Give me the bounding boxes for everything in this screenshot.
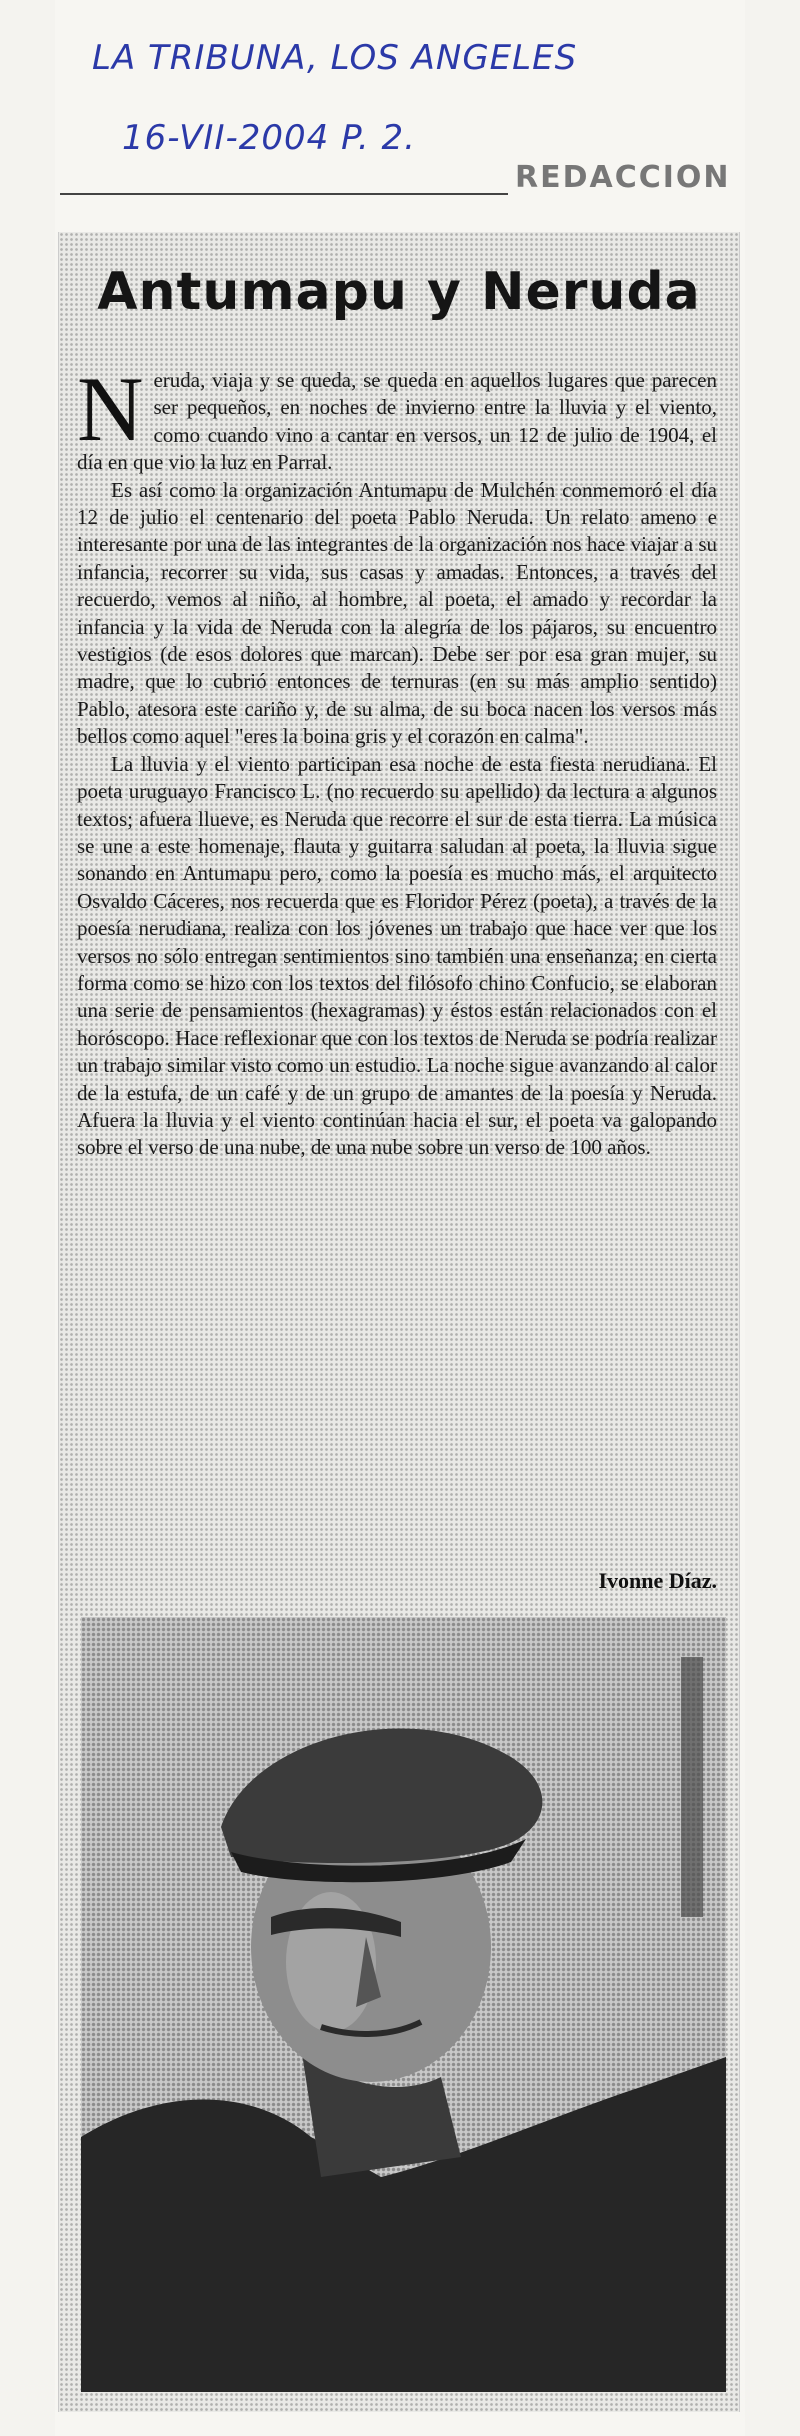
- article-title: Antumapu y Neruda: [97, 262, 701, 322]
- drop-cap: N: [77, 358, 144, 460]
- handwritten-date-note: 16-VII-2004 P. 2.: [122, 118, 416, 158]
- section-label: REDACCION: [515, 160, 731, 195]
- portrait-illustration: [81, 1617, 726, 2392]
- handwritten-source-note: LA TRIBUNA, LOS ANGELES: [92, 38, 578, 78]
- article-body: [77, 358, 717, 1162]
- paragraph-1-text: eruda, viaja y se queda, se queda en aquellos lugares que parecen ser pequeños, en noches de invierno entre la lluvia y el viento, como cuando vino a cantar en versos, un 12 de julio de 1904, el día en que vio la luz en Parral.: [77, 368, 717, 475]
- article-paragraph-2: Es así como la organización Antumapu de Mulchén conmemoró el día 12 de julio el centenario del poeta Pablo Neruda. Un relato ameno e interesante por una de las integrantes de la organización nos hace viajar a su infancia, recorrer su vida, sus casas y amadas. Entonces, a través del recuerdo, vemos al niño, al hombre, al poeta, el amado y recordar la infancia y la vida de Neruda con la alegría de los pájaros, su encuentro vestigios (de esos dolores que marcan). Debe ser por esa gran mujer, su madre, que lo cubrió entonces de ternuras (en su más amplio sentido) Pablo, atesora este cariño y, de su alma, de su boca nacen los versos más bellos como aquel "eres la boina gris y el corazón en calma".: [77, 477, 717, 749]
- article-byline: Ivonne Díaz.: [598, 1568, 717, 1593]
- header-rule: [60, 193, 508, 195]
- portrait-photo: [81, 1617, 726, 2392]
- article-paragraph-1: [77, 358, 717, 477]
- article-clipping: [58, 232, 740, 2412]
- article-paragraph-3: La lluvia y el viento participan esa noche de esta fiesta nerudiana. El poeta uruguayo Francisco L. (no recuerdo su apellido) da lectura a algunos textos; afuera llueve, es Neruda que recorre el sur de esta tierra. La música se une a este homenaje, flauta y guitarra saludan al poeta, la lluvia sigue sonando en Antumapu pero, como la poesía es mucho más, el arquitecto Osvaldo Cáceres, nos recuerda que es Floridor Pérez (poeta), a través de la poesía nerudiana, realiza con los jóvenes un trabajo que hace ver que los versos no sólo entregan sentimientos sino también una enseñanza; en cierta forma como se hizo con los textos del filósofo chino Confucio, se elaboran una serie de pensamientos (hexagramas) y éstos están relacionados con el horóscopo. Hace reflexionar que con los textos de Neruda se podría realizar un trabajo similar visto como un estudio. La noche sigue avanzando al calor de la estufa, de un café y de un grupo de amantes de la poesía y Neruda. Afuera la lluvia y el viento continúan hacia el sur, el poeta va galopando sobre el verso de una nube, de una nube sobre un verso de 100 años.: [77, 751, 717, 1160]
